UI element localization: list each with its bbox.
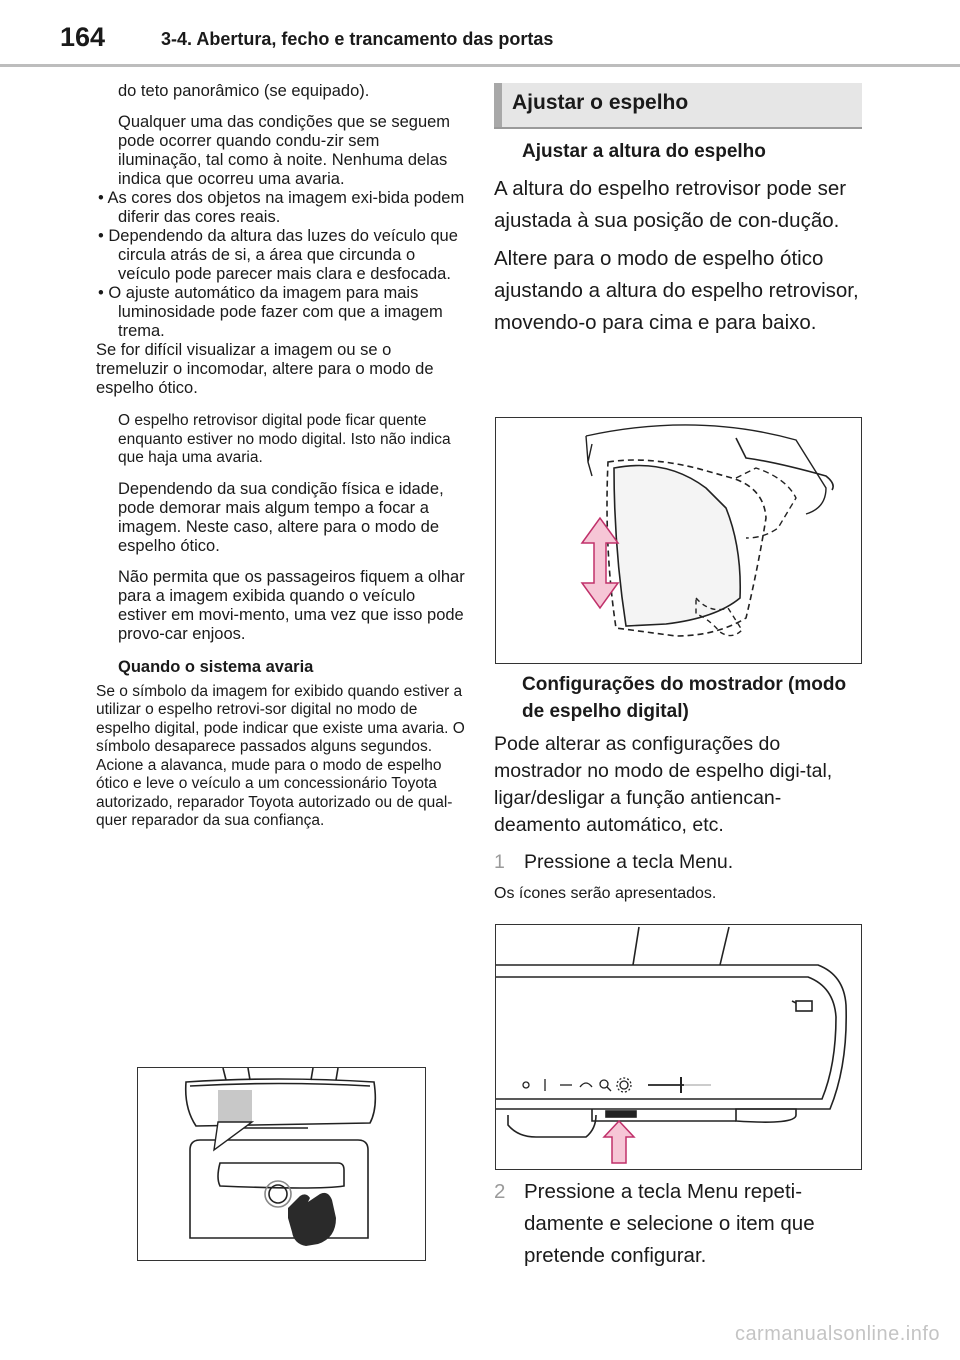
step-text: Pressione a tecla Menu. [524,851,734,873]
menu-button-drawing [496,925,861,1169]
paragraph: do teto panorâmico (se equipado). [118,82,370,100]
paragraph: Pode alterar as configurações do mostrador no modo de espelho digi-tal, ligar/desligar a função antiencan-deamento automático, etc. [494,733,833,836]
mirror-height-illustration [495,417,862,664]
bullet-item: • O ajuste automático da imagem para mais luminosidade pode fazer com que a imagem trema. [98,284,443,340]
step-item [494,1176,862,1272]
mirror-lever-drawing [138,1068,425,1260]
section-heading-bar [494,83,502,127]
right-column-middle [494,671,862,904]
right-column-bottom [494,1176,862,1272]
mirror-height-drawing [496,418,861,663]
paragraph: Se o símbolo da imagem for exibido quando estiver a utilizar o espelho retrovi-sor digital no modo de espelho digital, pode indicar que existe uma avaria. O símbolo desaparece passados alguns segundos. Acione a alavanca, mude para o modo de espelho ótico e leve o veículo a um concessionário Toyota autorizado, reparador Toyota autorizado ou de qual-quer reparador da sua confiança. [96,682,465,829]
bullet-item: • Dependendo da altura das luzes do veículo que circula atrás de si, a área que circunda o veículo pode parecer mais clara e desfocada. [98,227,458,283]
right-column-top [494,138,862,339]
paragraph: Não permita que os passageiros fiquem a olhar para a imagem exibida quando o veículo estiver em movi-mento, uma vez que isso pode provo-car enjoos. [118,567,465,643]
paragraph: A altura do espelho retrovisor pode ser ajustada à sua posição de con-dução. [494,177,847,232]
paragraph: O espelho retrovisor digital pode ficar quente enquanto estiver no modo digital. Isto não indica que haja uma avaria. [118,412,451,466]
section-heading-box [494,83,862,129]
step-note: Os ícones serão apresentados. [494,885,717,902]
warning-symbol-area [218,1090,252,1122]
left-column [96,82,466,831]
subheading: Ajustar a altura do espelho [522,141,766,162]
step-number: 1 [494,851,505,873]
step-item [494,849,862,876]
subheading: Quando o sistema avaria [118,657,314,676]
paragraph: Altere para o modo de espelho ótico ajustando a altura do espelho retrovisor, movendo-o para cima e para baixo. [494,247,859,334]
press-arrow [604,1121,634,1163]
page-number: 164 [60,22,106,52]
watermark: carmanualsonline.info [734,1323,940,1345]
chapter-title: 3-4. Abertura, fecho e trancamento das portas [161,29,554,49]
step-number: 2 [494,1180,506,1203]
paragraph: Se for difícil visualizar a imagem ou se o tremeluzir o incomodar, altere para o modo de espelho ótico. [96,341,434,397]
step-text: Pressione a tecla Menu repeti-damente e selecione o item que pretende configurar. [524,1180,815,1267]
section-title: Ajustar o espelho [512,91,689,114]
header-divider [0,64,960,67]
paragraph: Qualquer uma das condições que se seguem pode ocorrer quando condu-zir sem iluminação, tal como à noite. Nenhuma delas indica que ocorreu uma avaria. [118,113,451,188]
mirror-lever-illustration [137,1067,426,1261]
up-down-arrow [582,518,618,608]
bullet-item: • As cores dos objetos na imagem exi-bida podem diferir das cores reais. [98,189,465,226]
subheading: Configurações do mostrador (modo de espelho digital) [522,674,847,722]
paragraph: Dependendo da sua condição física e idade, pode demorar mais algum tempo a focar a imagem. Neste caso, altere para o modo de espelho ótico. [118,479,444,555]
menu-button-illustration [495,924,862,1170]
